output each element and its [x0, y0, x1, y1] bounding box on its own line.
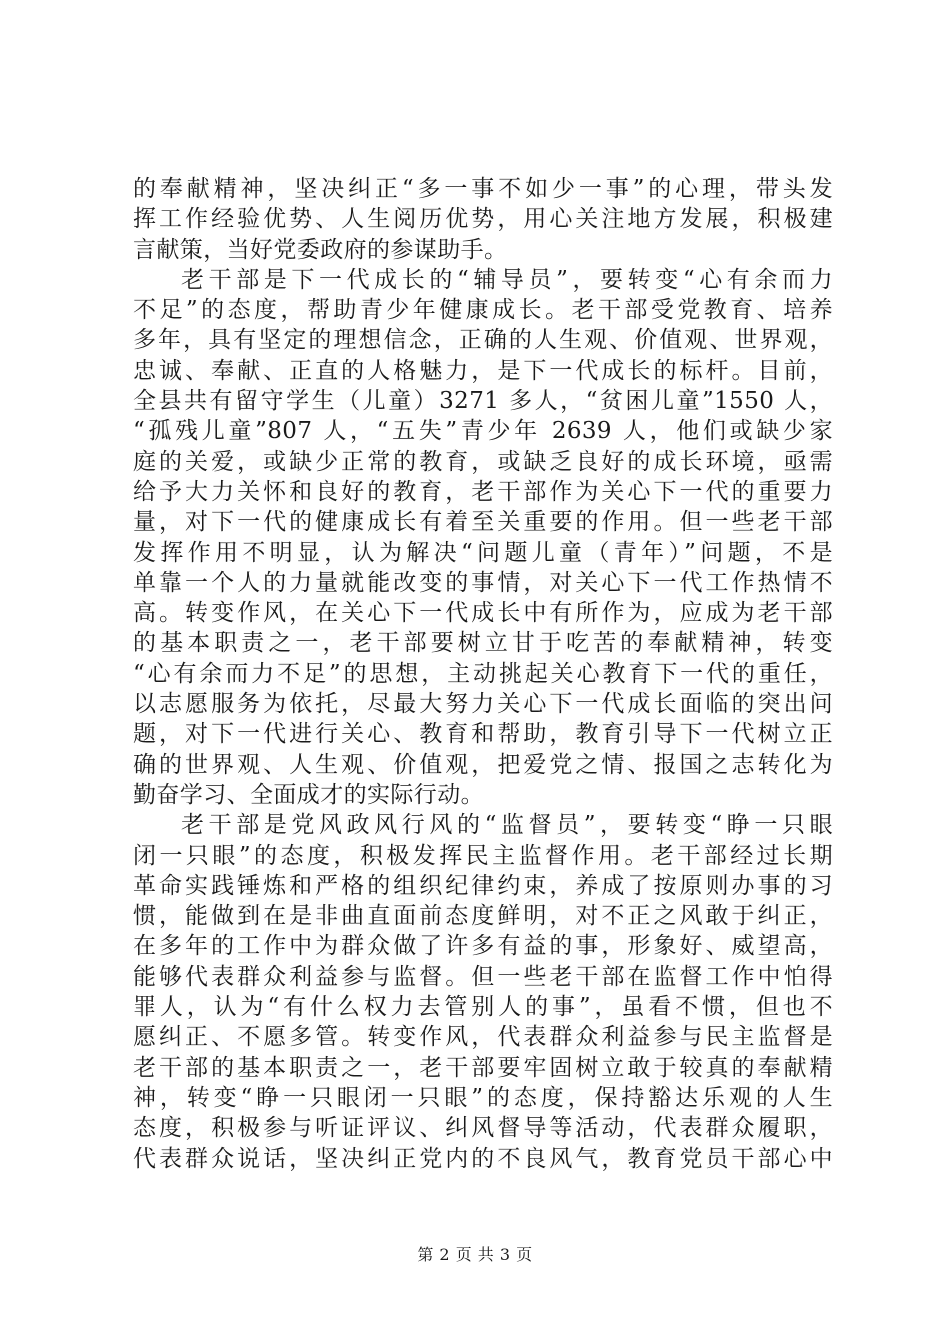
paragraph	[133, 810, 833, 1174]
text-line: 代表群众说话，坚决纠正党内的不良风气，教育党员干部心中	[133, 1145, 833, 1172]
text-line: 闭一只眼”的态度，积极发挥民主监督作用。老干部经过长期	[133, 842, 833, 869]
text-line: 老干部的基本职责之一，老干部要牢固树立敢于较真的奉献精	[133, 1054, 833, 1081]
text-line: 题，对下一代进行关心、教育和帮助，教育引导下一代树立正	[133, 721, 833, 748]
text-line: “心有余而力不足”的思想，主动挑起关心教育下一代的重任，	[133, 660, 833, 687]
text-line: 发挥作用不明显，认为解决“问题儿童（青年）”问题，不是	[133, 539, 833, 566]
text-line: 罪人，认为“有什么权力去管别人的事”，虽看不惯，但也不	[133, 994, 833, 1021]
text-line: 的基本职责之一，老干部要树立甘于吃苦的奉献精神，转变	[133, 630, 833, 657]
text-line: 的奉献精神，坚决纠正“多一事不如少一事”的心理，带头发	[133, 176, 833, 202]
text-line: 能够代表群众利益参与监督。但一些老干部在监督工作中怕得	[133, 963, 833, 990]
paragraph	[133, 174, 833, 265]
text-line: 革命实践锤炼和严格的组织纪律约束，养成了按原则办事的习	[133, 872, 833, 899]
paragraph	[133, 265, 833, 810]
text-line: 以志愿服务为依托，尽最大努力关心下一代成长面临的突出问	[133, 691, 833, 718]
text-line: 高。转变作风，在关心下一代成长中有所作为，应成为老干部	[133, 600, 833, 627]
text-line: 老干部是党风政风行风的“监督员”，要转变“睁一只眼	[181, 812, 833, 839]
document-body	[133, 174, 833, 1174]
text-line: 庭的关爱，或缺少正常的教育，或缺乏良好的成长环境，亟需	[133, 448, 833, 475]
text-line: 老干部是下一代成长的“辅导员”，要转变“心有余而力	[181, 266, 833, 293]
text-line: 全县共有留守学生（儿童）3271 多人，“贫困儿童”1550 人，	[133, 388, 833, 415]
text-line: 单靠一个人的力量就能改变的事情，对关心下一代工作热情不	[133, 569, 833, 596]
text-line: 给予大力关怀和良好的教育，老干部作为关心下一代的重要力	[133, 478, 833, 505]
text-line: 勤奋学习、全面成才的实际行动。	[133, 781, 484, 808]
text-line: 神，转变“睁一只眼闭一只眼”的态度，保持豁达乐观的人生	[133, 1084, 833, 1111]
text-line: 态度，积极参与听证评议、纠风督导等活动，代表群众履职，	[133, 1115, 833, 1142]
text-line: 确的世界观、人生观、价值观，把爱党之情、报国之志转化为	[133, 751, 833, 778]
text-line: “孤残儿童”807 人，“五失”青少年 2639 人，他们或缺少家	[133, 418, 833, 445]
text-line: 忠诚、奉献、正直的人格魅力，是下一代成长的标杆。目前，	[133, 357, 833, 384]
text-line: 不足”的态度，帮助青少年健康成长。老干部受党教育、培养	[133, 297, 833, 324]
text-line: 挥工作经验优势、人生阅历优势，用心关注地方发展，积极建	[133, 206, 833, 233]
text-line: 多年，具有坚定的理想信念，正确的人生观、价值观、世界观，	[133, 327, 833, 354]
text-line: 在多年的工作中为群众做了许多有益的事，形象好、威望高，	[133, 933, 833, 960]
text-line: 言献策，当好党委政府的参谋助手。	[133, 236, 508, 263]
text-line: 惯，能做到在是非曲直面前态度鲜明，对不正之风敢于纠正，	[133, 903, 833, 930]
page-footer: 第 2 页 共 3 页	[417, 1245, 533, 1264]
text-line: 量，对下一代的健康成长有着至关重要的作用。但一些老干部	[133, 509, 833, 536]
text-line: 愿纠正、不愿多管。转变作风，代表群众利益参与民主监督是	[133, 1024, 833, 1051]
